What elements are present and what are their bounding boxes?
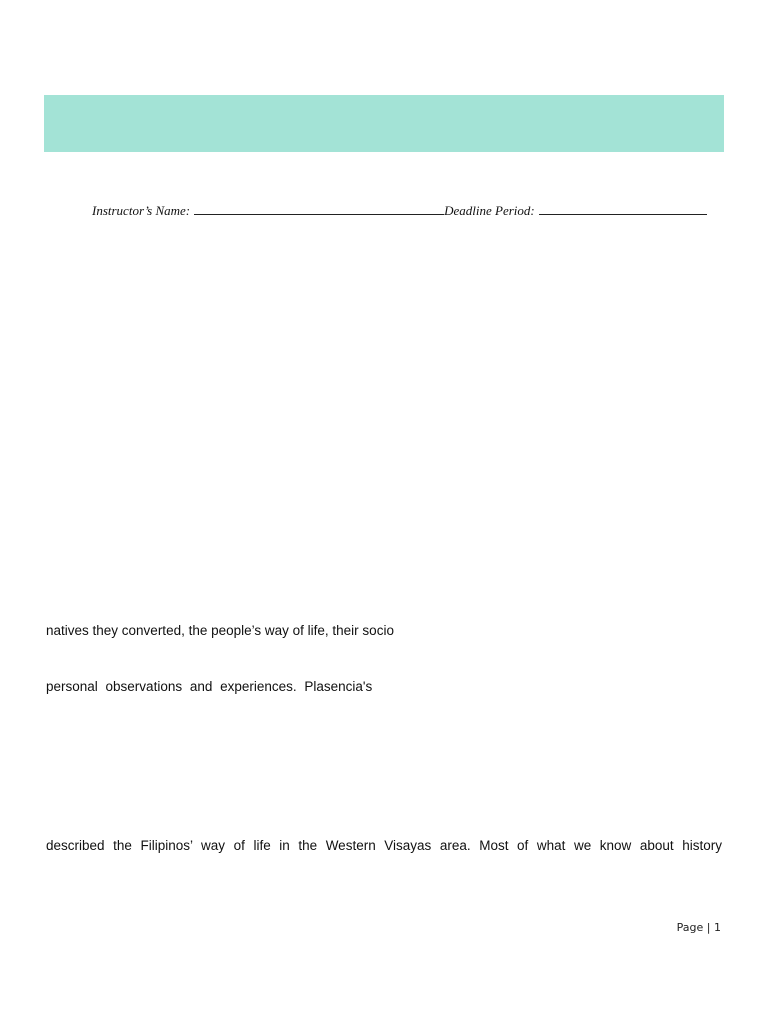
body-text-line: natives they converted, the people’s way of life, their socio — [46, 623, 394, 638]
instructor-name-blank[interactable] — [194, 202, 444, 215]
page-number: Page | 1 — [676, 921, 721, 934]
instructor-deadline-line — [92, 202, 722, 219]
body-text-line: described the Filipinos’ way of life in the Western Visayas area. Most of what we know about history — [46, 838, 722, 853]
deadline-period-label: Deadline Period: — [444, 203, 535, 218]
header-band — [44, 95, 724, 152]
instructor-name-label: Instructor’s Name: — [92, 203, 191, 218]
deadline-period-blank[interactable] — [539, 202, 707, 215]
body-text-line: personal observations and experiences. Plasencia's — [46, 679, 373, 694]
